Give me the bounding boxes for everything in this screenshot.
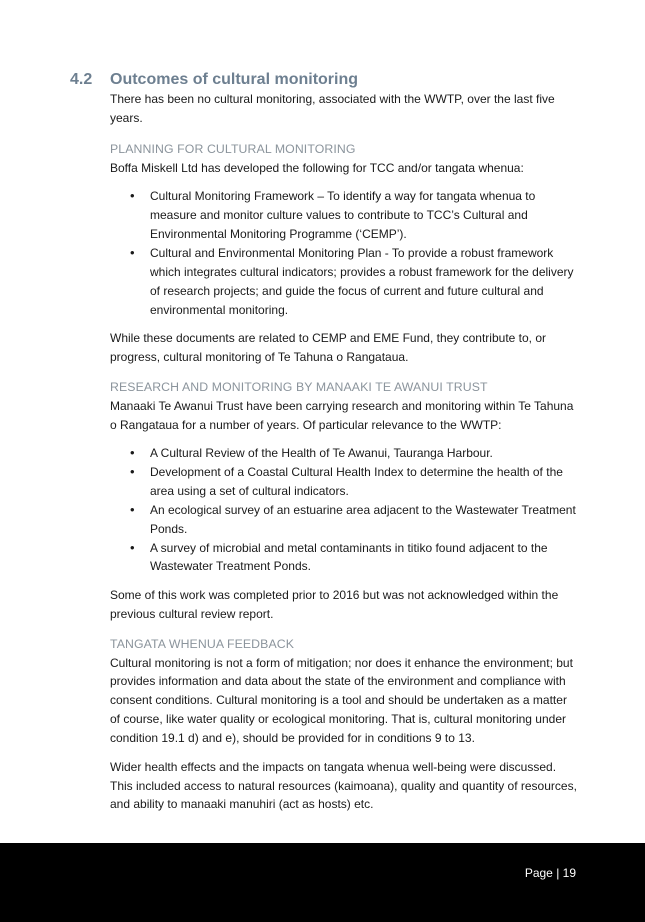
research-list: [110, 444, 580, 576]
list-item: • Cultural and Environmental Monitoring Plan - To provide a robust framework which integrates cultural indicators; provides a robust framework for the delivery of research projects; and guide the focus of current and future cultural and environmental monitoring.: [110, 244, 580, 320]
section-number: 4.2: [70, 71, 93, 88]
planning-list: [110, 187, 580, 319]
feedback-paragraph-2: Wider health effects and the impacts on tangata whenua well-being were discussed. This included access to natural resources (kaimoana), quality and quantity of resources, and ability to manaaki manuhiri (act as hosts) etc.: [110, 759, 577, 812]
list-item: • An ecological survey of an estuarine area adjacent to the Wastewater Treatment Ponds.: [110, 501, 580, 539]
list-item: • Development of a Coastal Cultural Health Index to determine the health of the area using a set of cultural indicators.: [110, 463, 580, 501]
feedback-heading: TANGATA WHENUA FEEDBACK: [110, 636, 295, 651]
research-heading: RESEARCH AND MONITORING BY MANAAKI TE AWANUI TRUST: [110, 379, 488, 394]
research-lead: Manaaki Te Awanui Trust have been carrying research and monitoring within Te Tahuna o Rangataua for a number of years. Of particular relevance to the WWTP:: [110, 398, 574, 432]
list-item: • A Cultural Review of the Health of Te Awanui, Tauranga Harbour.: [110, 444, 580, 463]
list-item: • A survey of microbial and metal contaminants in titiko found adjacent to the Wastewater Treatment Ponds.: [110, 539, 580, 577]
feedback-paragraph-1: Cultural monitoring is not a form of mitigation; nor does it enhance the environment; but provides information and data about the state of the environment and compliance with consent conditions. Cultural monitoring is a tool and should be undertaken as a matter of course, like water quality or ecological monitoring. That is, cultural monitoring under condition 19.1 d) and e), should be provided for in conditions 9 to 13.: [110, 655, 573, 746]
list-item: • Cultural Monitoring Framework – To identify a way for tangata whenua to measure and monitor culture values to contribute to TCC’s Cultural and Environmental Monitoring Programme (‘CEMP’).: [110, 187, 580, 244]
content: [110, 90, 580, 814]
planning-heading: PLANNING FOR CULTURAL MONITORING: [110, 141, 356, 156]
planning-lead: Boffa Miskell Ltd has developed the following for TCC and/or tangata whenua:: [110, 160, 524, 175]
page-number: Page | 19: [524, 866, 576, 880]
page-footer: [0, 843, 645, 922]
research-closing: Some of this work was completed prior to 2016 but was not acknowledged within the previous cultural review report.: [110, 587, 559, 621]
planning-closing: While these documents are related to CEMP and EME Fund, they contribute to, or progress, cultural monitoring of Te Tahuna o Rangataua.: [110, 330, 547, 364]
section-title: Outcomes of cultural monitoring: [110, 71, 359, 88]
section-heading: [70, 70, 358, 90]
intro-paragraph: There has been no cultural monitoring, associated with the WWTP, over the last five years.: [110, 92, 555, 125]
